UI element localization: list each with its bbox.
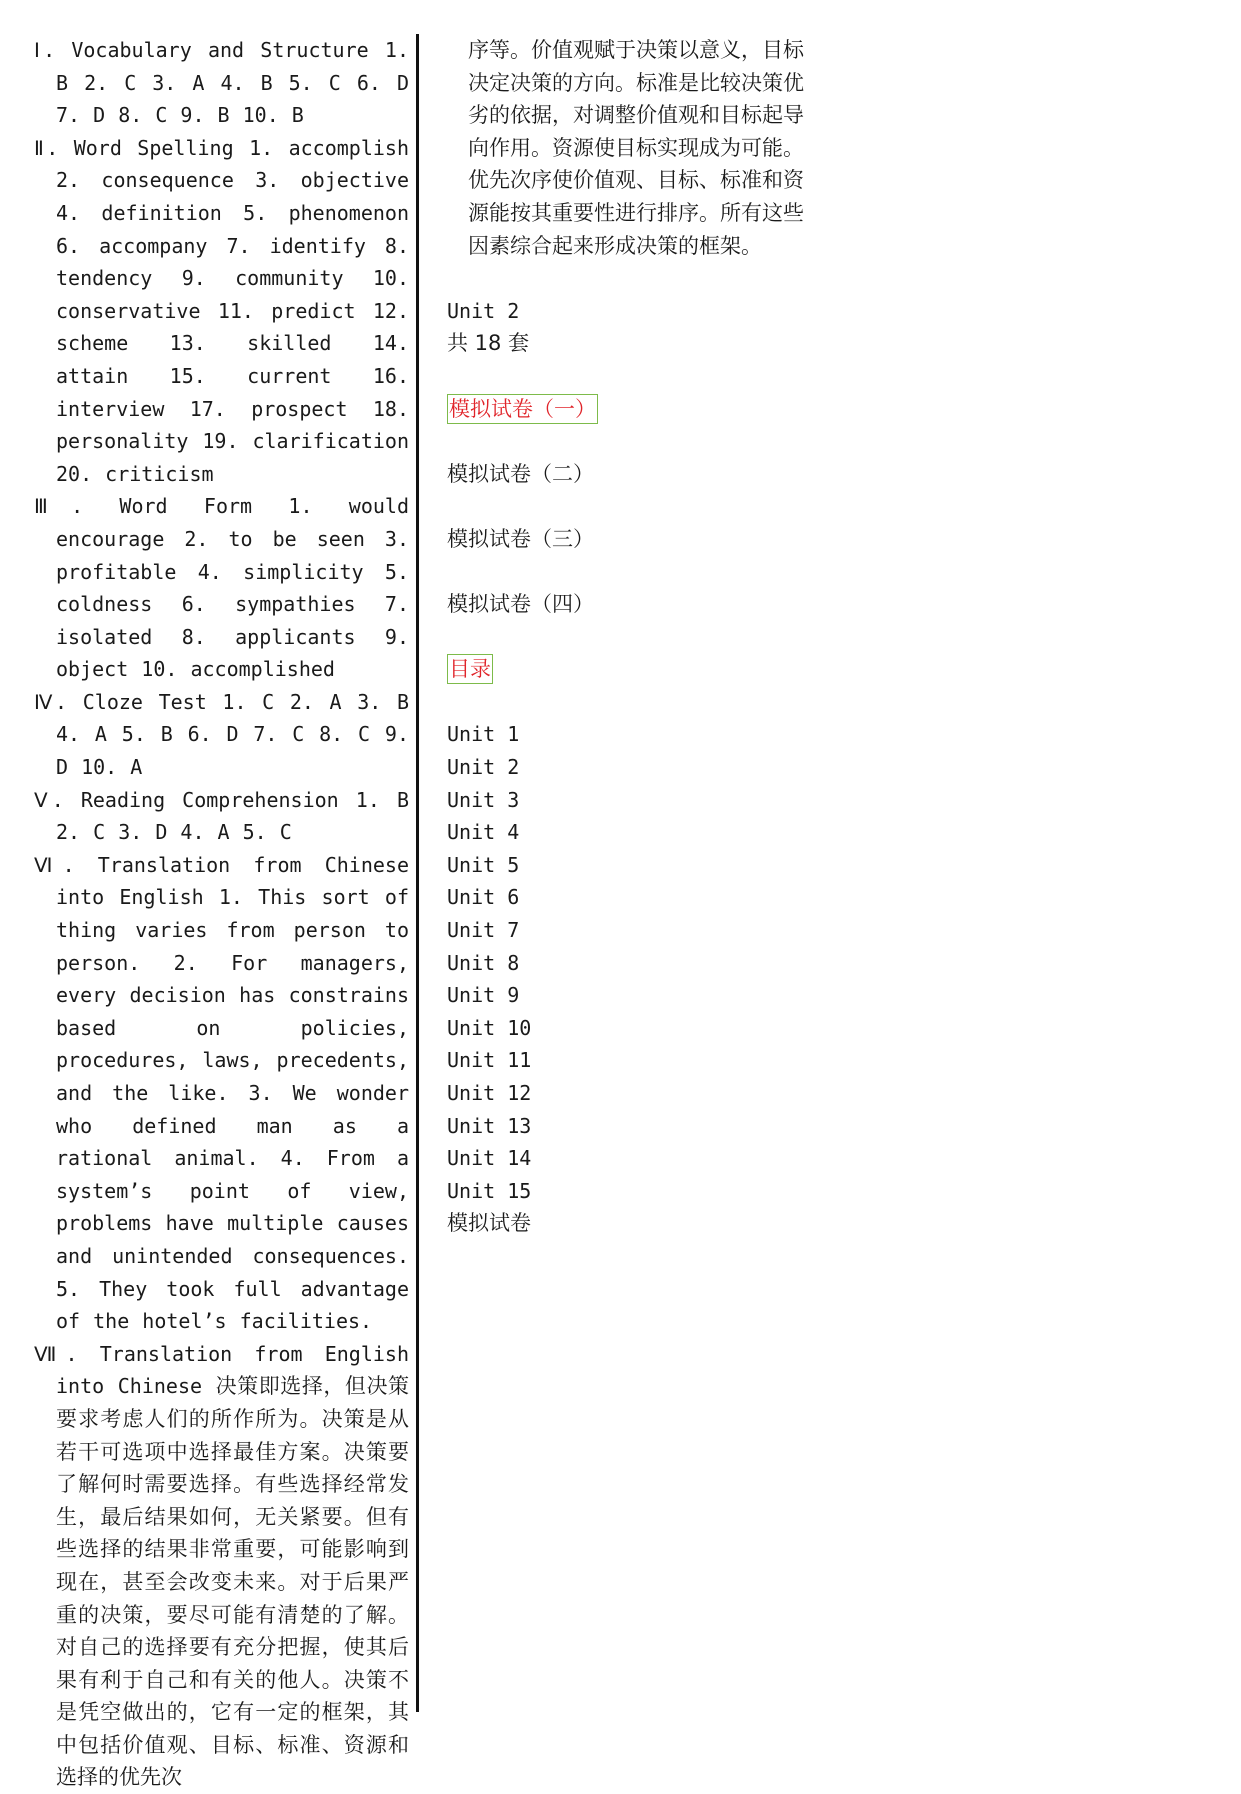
unit-link-14[interactable]: Unit 14	[447, 1146, 532, 1171]
exam-link-3[interactable]: 模拟试卷（三）	[447, 526, 594, 551]
unit-link-11[interactable]: Unit 11	[447, 1048, 532, 1073]
section-translation-e2c	[34, 1338, 409, 1794]
exam-link-2[interactable]: 模拟试卷（二）	[447, 461, 594, 486]
section-answers: 1. B 2. C 3. A 4. B 5. C 6. D 7. D 8. C 9. B 10. B	[56, 38, 410, 128]
unit-link-8[interactable]: Unit 8	[447, 950, 520, 975]
exam-link-1[interactable]: 模拟试卷（一）	[447, 394, 598, 424]
set-count: 共 18 套	[447, 331, 530, 356]
translation-continuation: 序等。价值观赋于决策以意义，目标决定决策的方向。标准是比较决策优劣的依据，对调整价值观和目标起导向作用。资源使目标实现成为可能。优先次序使价值观、目标、标准和资源能按其重要性进行排序。所有这些因素综合起来形成决策的框架。	[468, 38, 804, 258]
unit-link-1[interactable]: Unit 1	[447, 722, 520, 747]
section-answers: 决策即选择，但决策要求考虑人们的所作所为。决策是从若干可选项中选择最佳方案。决策要了解何时需要选择。有些选择经常发生，最后结果如何，无关紧要。但有些选择的结果非常重要，可能影响到现在，甚至会改变未来。对于后果严重的决策，要尽可能有清楚的了解。对自己的选择要有充分把握，使其后果有利于自己和有关的他人。决策不是凭空做出的，它有一定的框架，其中包括价值观、目标、标准、资源和选择的优先次	[56, 1374, 410, 1790]
section-answers: 1. B 2. C 3. D 4. A 5. C	[56, 787, 409, 845]
unit-link-4[interactable]: Unit 4	[447, 820, 520, 845]
unit-link-13[interactable]: Unit 13	[447, 1113, 532, 1138]
section-vocabulary	[34, 34, 409, 132]
section-cloze-test	[34, 686, 409, 784]
unit-list	[447, 718, 827, 1240]
section-heading: Ⅴ. Reading Comprehension	[34, 787, 339, 812]
unit-link-7[interactable]: Unit 7	[447, 918, 520, 943]
section-answers: 1. would encourage 2. to be seen 3. profitable 4. simplicity 5. coldness 6. sympathies 7. isolated 8. applicants 9. object 10. accomplished	[56, 494, 410, 682]
unit-link-12[interactable]: Unit 12	[447, 1081, 532, 1105]
navigation-column	[447, 34, 827, 1240]
section-heading: Ⅵ. Translation from Chinese into English	[34, 852, 409, 910]
unit-link-2[interactable]: Unit 2	[447, 755, 520, 780]
section-word-form	[34, 490, 409, 686]
unit-link-5[interactable]: Unit 5	[447, 852, 520, 877]
exam-link-4[interactable]: 模拟试卷（四）	[447, 592, 594, 617]
section-heading: Ⅰ. Vocabulary and Structure	[34, 38, 369, 62]
unit-label: Unit 2	[447, 298, 520, 323]
column-divider	[416, 34, 419, 1712]
unit-link-15[interactable]: Unit 15	[447, 1178, 532, 1203]
unit-link-9[interactable]: Unit 9	[447, 983, 520, 1008]
section-answers: 1. C 2. A 3. B 4. A 5. B 6. D 7. C 8. C 9. D 10. A	[56, 689, 410, 780]
unit-link-6[interactable]: Unit 6	[447, 885, 520, 910]
toc-link[interactable]: 目录	[447, 654, 493, 684]
section-answers: 1. This sort of thing varies from person to person. 2. For managers, every decision has constrains based on policies, procedures, laws, precedents, and the like. 3. We wonder who defined man as a rational animal. 4. From a system’s point of view, problems have multiple causes and unintended consequences. 5. They took full advantage of the hotel’s facilities.	[56, 885, 410, 1334]
section-reading-comprehension	[34, 784, 409, 849]
unit-link-3[interactable]: Unit 3	[447, 787, 520, 812]
answer-key-column	[34, 34, 409, 1794]
exam-list-link[interactable]: 模拟试卷	[447, 1211, 531, 1236]
section-translation-c2e	[34, 849, 409, 1338]
section-answers: 1. accomplish 2. consequence 3. objective 4. definition 5. phenomenon 6. accompany 7. identify 8. tendency 9. community 10. conservative 11. predict 12. scheme 13. skilled 14. attain 15. current 16. interview 17. prospect 18. personality 19. clarification 20. criticism	[56, 135, 409, 486]
section-heading: Ⅲ. Word Form	[34, 494, 253, 519]
section-heading: Ⅱ. Word Spelling	[34, 135, 234, 160]
section-word-spelling	[34, 132, 409, 491]
unit-link-10[interactable]: Unit 10	[447, 1015, 532, 1040]
section-heading: Ⅳ. Cloze Test	[34, 689, 207, 714]
section-heading: Ⅶ. Translation from English into Chinese	[34, 1341, 409, 1399]
